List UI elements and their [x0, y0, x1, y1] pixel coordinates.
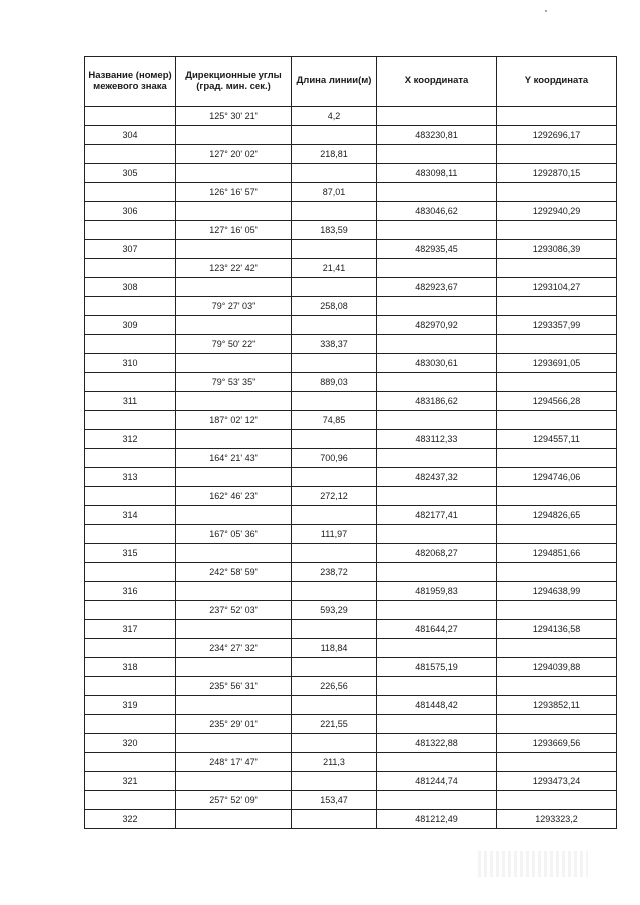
- marker-name-cell: [85, 335, 176, 354]
- y-coordinate-cell: 1293669,56: [497, 734, 617, 753]
- y-coordinate-cell: [497, 601, 617, 620]
- table-row: [85, 468, 617, 487]
- marker-name-cell: [85, 487, 176, 506]
- direction-angle-cell: [176, 202, 292, 221]
- line-length-cell: [292, 582, 377, 601]
- line-length-cell: 211,3: [292, 753, 377, 772]
- y-coordinate-cell: [497, 639, 617, 658]
- direction-angle-cell: [176, 582, 292, 601]
- y-coordinate-cell: 1294557,11: [497, 430, 617, 449]
- table-row: [85, 202, 617, 221]
- x-coordinate-cell: [377, 297, 497, 316]
- table-row: [85, 715, 617, 734]
- x-coordinate-cell: 482068,27: [377, 544, 497, 563]
- line-length-cell: 21,41: [292, 259, 377, 278]
- marker-name-cell: 309: [85, 316, 176, 335]
- marker-name-cell: [85, 677, 176, 696]
- x-coordinate-cell: 481959,83: [377, 582, 497, 601]
- marker-name-cell: [85, 297, 176, 316]
- direction-angle-cell: [176, 506, 292, 525]
- table-row: [85, 791, 617, 810]
- x-coordinate-cell: 482923,67: [377, 278, 497, 297]
- table-row: [85, 316, 617, 335]
- y-coordinate-cell: [497, 335, 617, 354]
- table-row: [85, 392, 617, 411]
- line-length-cell: 593,29: [292, 601, 377, 620]
- x-coordinate-cell: [377, 373, 497, 392]
- line-length-cell: 889,03: [292, 373, 377, 392]
- x-coordinate-cell: [377, 639, 497, 658]
- y-coordinate-cell: [497, 677, 617, 696]
- table-row: [85, 620, 617, 639]
- marker-name-cell: 306: [85, 202, 176, 221]
- header-y-coordinate: Y координата: [497, 57, 617, 107]
- line-length-cell: 258,08: [292, 297, 377, 316]
- x-coordinate-cell: [377, 259, 497, 278]
- line-length-cell: [292, 126, 377, 145]
- x-coordinate-cell: [377, 335, 497, 354]
- marker-name-cell: [85, 373, 176, 392]
- x-coordinate-cell: [377, 107, 497, 126]
- table-row: [85, 696, 617, 715]
- table-row: [85, 278, 617, 297]
- direction-angle-cell: [176, 164, 292, 183]
- x-coordinate-cell: 482177,41: [377, 506, 497, 525]
- x-coordinate-cell: [377, 183, 497, 202]
- y-coordinate-cell: [497, 753, 617, 772]
- direction-angle-cell: 237° 52' 03": [176, 601, 292, 620]
- y-coordinate-cell: 1292940,29: [497, 202, 617, 221]
- marker-name-cell: [85, 525, 176, 544]
- marker-name-cell: 311: [85, 392, 176, 411]
- y-coordinate-cell: [497, 145, 617, 164]
- line-length-cell: [292, 278, 377, 297]
- line-length-cell: 221,55: [292, 715, 377, 734]
- y-coordinate-cell: [497, 259, 617, 278]
- y-coordinate-cell: [497, 449, 617, 468]
- marker-name-cell: 316: [85, 582, 176, 601]
- table-row: [85, 145, 617, 164]
- marker-name-cell: [85, 715, 176, 734]
- x-coordinate-cell: 481448,42: [377, 696, 497, 715]
- line-length-cell: [292, 658, 377, 677]
- line-length-cell: 238,72: [292, 563, 377, 582]
- direction-angle-cell: 123° 22' 42": [176, 259, 292, 278]
- line-length-cell: 272,12: [292, 487, 377, 506]
- direction-angle-cell: [176, 734, 292, 753]
- direction-angle-cell: 125° 30' 21": [176, 107, 292, 126]
- direction-angle-cell: [176, 544, 292, 563]
- x-coordinate-cell: [377, 525, 497, 544]
- x-coordinate-cell: [377, 677, 497, 696]
- table-row: [85, 259, 617, 278]
- direction-angle-cell: 164° 21' 43": [176, 449, 292, 468]
- marker-name-cell: [85, 221, 176, 240]
- table-row: [85, 240, 617, 259]
- x-coordinate-cell: [377, 449, 497, 468]
- line-length-cell: [292, 430, 377, 449]
- table-row: [85, 449, 617, 468]
- y-coordinate-cell: 1293323,2: [497, 810, 617, 829]
- x-coordinate-cell: [377, 715, 497, 734]
- scan-speck: [545, 10, 547, 12]
- y-coordinate-cell: [497, 487, 617, 506]
- direction-angle-cell: [176, 696, 292, 715]
- table-row: [85, 753, 617, 772]
- table-row: [85, 183, 617, 202]
- x-coordinate-cell: 481644,27: [377, 620, 497, 639]
- boundary-coordinates-table: [84, 56, 617, 829]
- line-length-cell: [292, 506, 377, 525]
- x-coordinate-cell: [377, 563, 497, 582]
- x-coordinate-cell: [377, 411, 497, 430]
- marker-name-cell: [85, 601, 176, 620]
- marker-name-cell: 310: [85, 354, 176, 373]
- marker-name-cell: [85, 791, 176, 810]
- y-coordinate-cell: [497, 791, 617, 810]
- y-coordinate-cell: 1294039,88: [497, 658, 617, 677]
- line-length-cell: [292, 354, 377, 373]
- marker-name-cell: 312: [85, 430, 176, 449]
- direction-angle-cell: 167° 05' 36": [176, 525, 292, 544]
- table-row: [85, 544, 617, 563]
- table-row: [85, 734, 617, 753]
- y-coordinate-cell: [497, 563, 617, 582]
- scan-smudge: [478, 851, 588, 877]
- direction-angle-cell: [176, 810, 292, 829]
- line-length-cell: [292, 734, 377, 753]
- x-coordinate-cell: 481244,74: [377, 772, 497, 791]
- direction-angle-cell: 235° 29' 01": [176, 715, 292, 734]
- header-x-coordinate: X координата: [377, 57, 497, 107]
- direction-angle-cell: 187° 02' 12": [176, 411, 292, 430]
- x-coordinate-cell: 482437,32: [377, 468, 497, 487]
- x-coordinate-cell: 481322,88: [377, 734, 497, 753]
- line-length-cell: [292, 202, 377, 221]
- y-coordinate-cell: [497, 715, 617, 734]
- marker-name-cell: 322: [85, 810, 176, 829]
- table-row: [85, 297, 617, 316]
- direction-angle-cell: 162° 46' 23": [176, 487, 292, 506]
- marker-name-cell: 313: [85, 468, 176, 487]
- marker-name-cell: 321: [85, 772, 176, 791]
- table-row: [85, 107, 617, 126]
- x-coordinate-cell: [377, 487, 497, 506]
- y-coordinate-cell: 1292870,15: [497, 164, 617, 183]
- table-row: [85, 373, 617, 392]
- direction-angle-cell: 127° 20' 02": [176, 145, 292, 164]
- y-coordinate-cell: [497, 525, 617, 544]
- direction-angle-cell: [176, 126, 292, 145]
- marker-name-cell: [85, 259, 176, 278]
- y-coordinate-cell: 1294136,58: [497, 620, 617, 639]
- marker-name-cell: 318: [85, 658, 176, 677]
- table-row: [85, 126, 617, 145]
- line-length-cell: 226,56: [292, 677, 377, 696]
- x-coordinate-cell: 482970,92: [377, 316, 497, 335]
- direction-angle-cell: [176, 658, 292, 677]
- table-row: [85, 335, 617, 354]
- marker-name-cell: 315: [85, 544, 176, 563]
- table-row: [85, 658, 617, 677]
- y-coordinate-cell: [497, 297, 617, 316]
- x-coordinate-cell: 483098,11: [377, 164, 497, 183]
- marker-name-cell: [85, 145, 176, 164]
- line-length-cell: 87,01: [292, 183, 377, 202]
- x-coordinate-cell: 483046,62: [377, 202, 497, 221]
- y-coordinate-cell: [497, 373, 617, 392]
- table-row: [85, 430, 617, 449]
- direction-angle-cell: [176, 430, 292, 449]
- line-length-cell: [292, 468, 377, 487]
- line-length-cell: [292, 696, 377, 715]
- x-coordinate-cell: 483230,81: [377, 126, 497, 145]
- direction-angle-cell: [176, 278, 292, 297]
- line-length-cell: [292, 620, 377, 639]
- marker-name-cell: 308: [85, 278, 176, 297]
- y-coordinate-cell: [497, 221, 617, 240]
- line-length-cell: 4,2: [292, 107, 377, 126]
- direction-angle-cell: 248° 17' 47": [176, 753, 292, 772]
- direction-angle-cell: 234° 27' 32": [176, 639, 292, 658]
- line-length-cell: [292, 772, 377, 791]
- table-row: [85, 221, 617, 240]
- table-row: [85, 810, 617, 829]
- direction-angle-cell: 257° 52' 09": [176, 791, 292, 810]
- header-marker-name: Название (номер) межевого знака: [85, 57, 176, 107]
- marker-name-cell: 305: [85, 164, 176, 183]
- table-row: [85, 411, 617, 430]
- marker-name-cell: [85, 639, 176, 658]
- line-length-cell: [292, 392, 377, 411]
- direction-angle-cell: [176, 354, 292, 373]
- table-row: [85, 164, 617, 183]
- y-coordinate-cell: 1293104,27: [497, 278, 617, 297]
- y-coordinate-cell: [497, 183, 617, 202]
- direction-angle-cell: 242° 58' 59": [176, 563, 292, 582]
- y-coordinate-cell: 1292696,17: [497, 126, 617, 145]
- marker-name-cell: [85, 753, 176, 772]
- marker-name-cell: 320: [85, 734, 176, 753]
- marker-name-cell: 317: [85, 620, 176, 639]
- y-coordinate-cell: 1293691,05: [497, 354, 617, 373]
- table-row: [85, 639, 617, 658]
- header-line-length: Длина линии(м): [292, 57, 377, 107]
- header-direction-angle: Дирекционные углы (град. мин. сек.): [176, 57, 292, 107]
- marker-name-cell: [85, 449, 176, 468]
- direction-angle-cell: [176, 392, 292, 411]
- x-coordinate-cell: [377, 145, 497, 164]
- line-length-cell: [292, 810, 377, 829]
- table-row: [85, 487, 617, 506]
- line-length-cell: 218,81: [292, 145, 377, 164]
- direction-angle-cell: [176, 468, 292, 487]
- x-coordinate-cell: [377, 753, 497, 772]
- x-coordinate-cell: 482935,45: [377, 240, 497, 259]
- x-coordinate-cell: 483030,61: [377, 354, 497, 373]
- direction-angle-cell: 127° 16' 05": [176, 221, 292, 240]
- table-row: [85, 506, 617, 525]
- direction-angle-cell: [176, 316, 292, 335]
- line-length-cell: [292, 544, 377, 563]
- y-coordinate-cell: 1293852,11: [497, 696, 617, 715]
- marker-name-cell: 314: [85, 506, 176, 525]
- line-length-cell: [292, 316, 377, 335]
- y-coordinate-cell: 1294566,28: [497, 392, 617, 411]
- table-row: [85, 563, 617, 582]
- x-coordinate-cell: [377, 601, 497, 620]
- marker-name-cell: [85, 563, 176, 582]
- table-row: [85, 582, 617, 601]
- x-coordinate-cell: 481575,19: [377, 658, 497, 677]
- y-coordinate-cell: [497, 411, 617, 430]
- table-body: [85, 107, 617, 829]
- y-coordinate-cell: 1294826,65: [497, 506, 617, 525]
- x-coordinate-cell: [377, 221, 497, 240]
- direction-angle-cell: [176, 620, 292, 639]
- marker-name-cell: [85, 411, 176, 430]
- table-row: [85, 525, 617, 544]
- table-row: [85, 354, 617, 373]
- line-length-cell: 153,47: [292, 791, 377, 810]
- x-coordinate-cell: 483186,62: [377, 392, 497, 411]
- y-coordinate-cell: [497, 107, 617, 126]
- table-row: [85, 677, 617, 696]
- table-row: [85, 601, 617, 620]
- marker-name-cell: 319: [85, 696, 176, 715]
- direction-angle-cell: 126° 16' 57": [176, 183, 292, 202]
- line-length-cell: [292, 240, 377, 259]
- y-coordinate-cell: 1293086,39: [497, 240, 617, 259]
- marker-name-cell: 307: [85, 240, 176, 259]
- line-length-cell: 118,84: [292, 639, 377, 658]
- marker-name-cell: [85, 183, 176, 202]
- y-coordinate-cell: 1293473,24: [497, 772, 617, 791]
- line-length-cell: 183,59: [292, 221, 377, 240]
- line-length-cell: 111,97: [292, 525, 377, 544]
- y-coordinate-cell: 1293357,99: [497, 316, 617, 335]
- y-coordinate-cell: 1294638,99: [497, 582, 617, 601]
- direction-angle-cell: 79° 50' 22": [176, 335, 292, 354]
- x-coordinate-cell: [377, 791, 497, 810]
- line-length-cell: 338,37: [292, 335, 377, 354]
- table-row: [85, 772, 617, 791]
- direction-angle-cell: 79° 27' 03": [176, 297, 292, 316]
- direction-angle-cell: [176, 772, 292, 791]
- line-length-cell: [292, 164, 377, 183]
- x-coordinate-cell: 481212,49: [377, 810, 497, 829]
- line-length-cell: 700,96: [292, 449, 377, 468]
- x-coordinate-cell: 483112,33: [377, 430, 497, 449]
- marker-name-cell: [85, 107, 176, 126]
- line-length-cell: 74,85: [292, 411, 377, 430]
- direction-angle-cell: 235° 56' 31": [176, 677, 292, 696]
- y-coordinate-cell: 1294746,06: [497, 468, 617, 487]
- direction-angle-cell: 79° 53' 35": [176, 373, 292, 392]
- y-coordinate-cell: 1294851,66: [497, 544, 617, 563]
- table-header-row: [85, 57, 617, 107]
- direction-angle-cell: [176, 240, 292, 259]
- marker-name-cell: 304: [85, 126, 176, 145]
